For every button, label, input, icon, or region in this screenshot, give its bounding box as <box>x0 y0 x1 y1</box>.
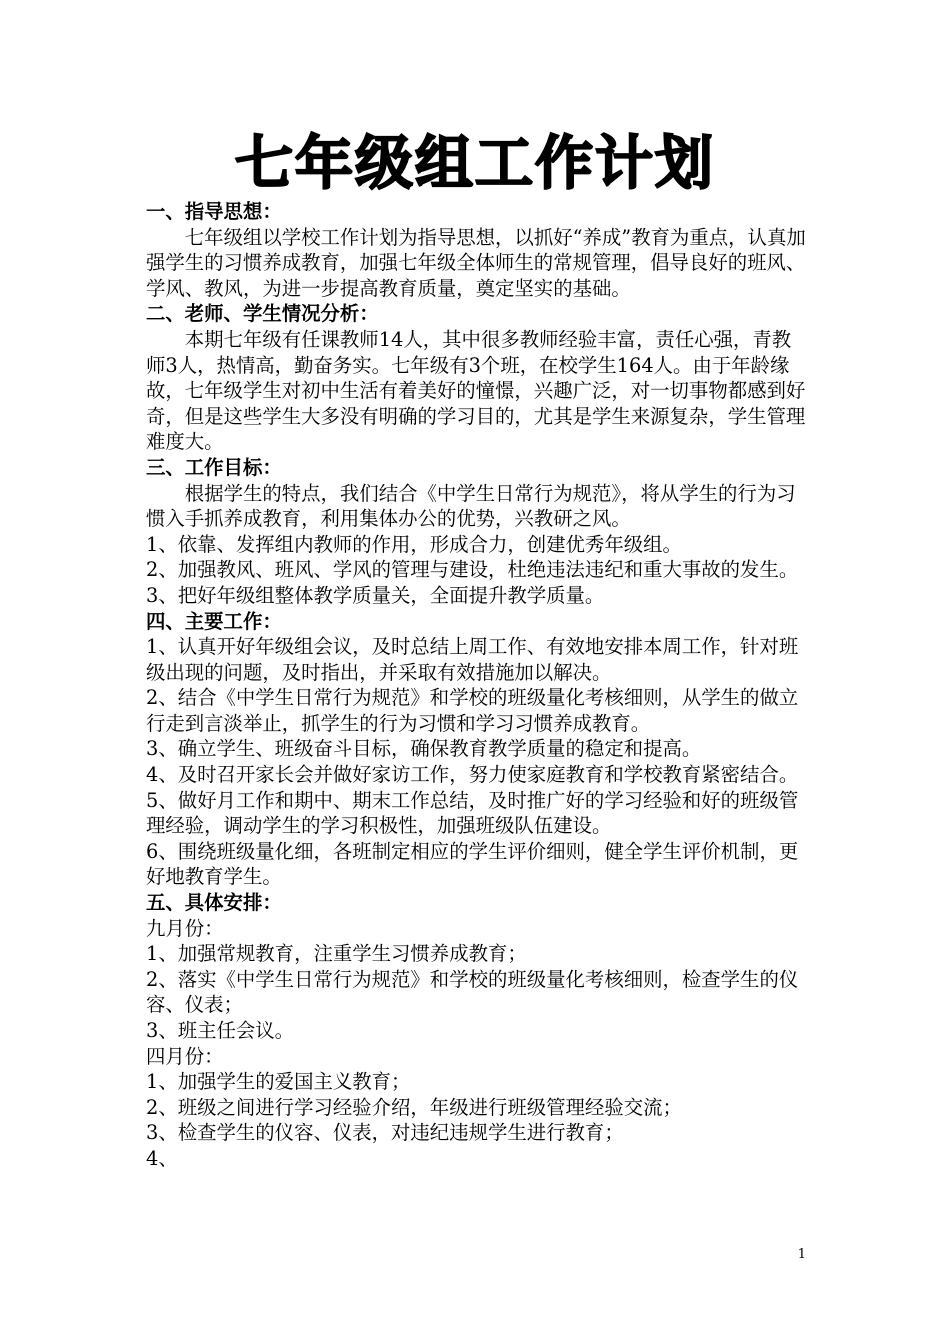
list-item: 4、 <box>146 1146 178 1170</box>
document-body <box>146 199 810 1172</box>
list-item: 6、围绕班级量化细，各班制定相应的学生评价细则，健全学生评价机制，更好地教育学生。 <box>146 839 799 889</box>
list-item: 2、班级之间进行学习经验介绍，年级进行班级管理经验交流； <box>146 1095 682 1119</box>
list-item: 3、把好年级组整体教学质量关，全面提升教学质量。 <box>146 583 605 607</box>
paragraph: 本期七年级有任课教师14人，其中很多教师经验丰富，责任心强，青教师3人，热情高，勤奋务实。七年级有3个班，在校学生164人。由于年龄缘故，七年级学生对初中生活有着美好的憧憬，兴趣广泛，对一切事物都感到好奇，但是这些学生大多没有明确的学习目的，尤其是学生来源复杂，学生管理难度大。 <box>146 327 806 454</box>
list-item: 2、结合《中学生日常行为规范》和学校的班级量化考核细则，从学生的做立行走到言淡举止，抓学生的行为习惯和学习习惯养成教育。 <box>146 686 799 735</box>
month-label: 九月份： <box>146 916 224 940</box>
list-item: 2、加强教风、班风、学风的管理与建设，杜绝违法违纪和重大事故的发生。 <box>146 558 799 582</box>
month-label: 四月份： <box>146 1044 224 1068</box>
list-item: 2、落实《中学生日常行为规范》和学校的班级量化考核细则，检查学生的仪容、仪表； <box>146 967 799 1017</box>
list-item: 1、加强学生的爱国主义教育； <box>146 1070 411 1094</box>
section-heading: 四、主要工作： <box>146 609 282 633</box>
section-heading: 一、指导思想： <box>146 200 282 223</box>
list-item: 5、做好月工作和期中、期末工作总结，及时推广好的学习经验和好的班级管理经验，调动学生的学习积极性，加强班级队伍建设。 <box>146 788 799 838</box>
list-item: 1、依靠、发挥组内教师的作用，形成合力，创建优秀年级组。 <box>146 532 682 556</box>
document-title: 七年级组工作计划 <box>234 129 715 197</box>
list-item: 3、检查学生的仪容、仪表，对违纪违规学生进行教育； <box>146 1121 624 1145</box>
section-heading: 三、工作目标： <box>146 455 282 479</box>
page-number: 1 <box>797 1247 806 1262</box>
paragraph: 根据学生的特点，我们结合《中学生日常行为规范》，将从学生的行为习惯入手抓养成教育，利用集体办公的优势，兴教研之风。 <box>146 481 796 531</box>
list-item: 3、班主任会议。 <box>146 1019 295 1042</box>
paragraph: 七年级组以学校工作计划为指导思想，以抓好“养成”教育为重点，认真加强学生的习惯养成教育，加强七年级全体师生的常规管理，倡导良好的班风、学风、教风，为进一步提高教育质量，奠定坚实的基础。 <box>146 225 806 300</box>
list-item: 3、确立学生、班级奋斗目标，确保教育教学质量的稳定和提高。 <box>146 737 702 761</box>
list-item: 4、及时召开家长会并做好家访工作，努力使家庭教育和学校教育紧密结合。 <box>146 763 799 787</box>
list-item: 1、认真开好年级组会议，及时总结上周工作、有效地安排本周工作，针对班级出现的问题，及时指出，并采取有效措施加以解决。 <box>146 635 799 684</box>
list-item: 1、加强常规教育，注重学生习惯养成教育； <box>146 942 527 966</box>
section-heading: 五、具体安排： <box>146 891 282 915</box>
section-heading: 二、老师、学生情况分析： <box>146 302 379 326</box>
